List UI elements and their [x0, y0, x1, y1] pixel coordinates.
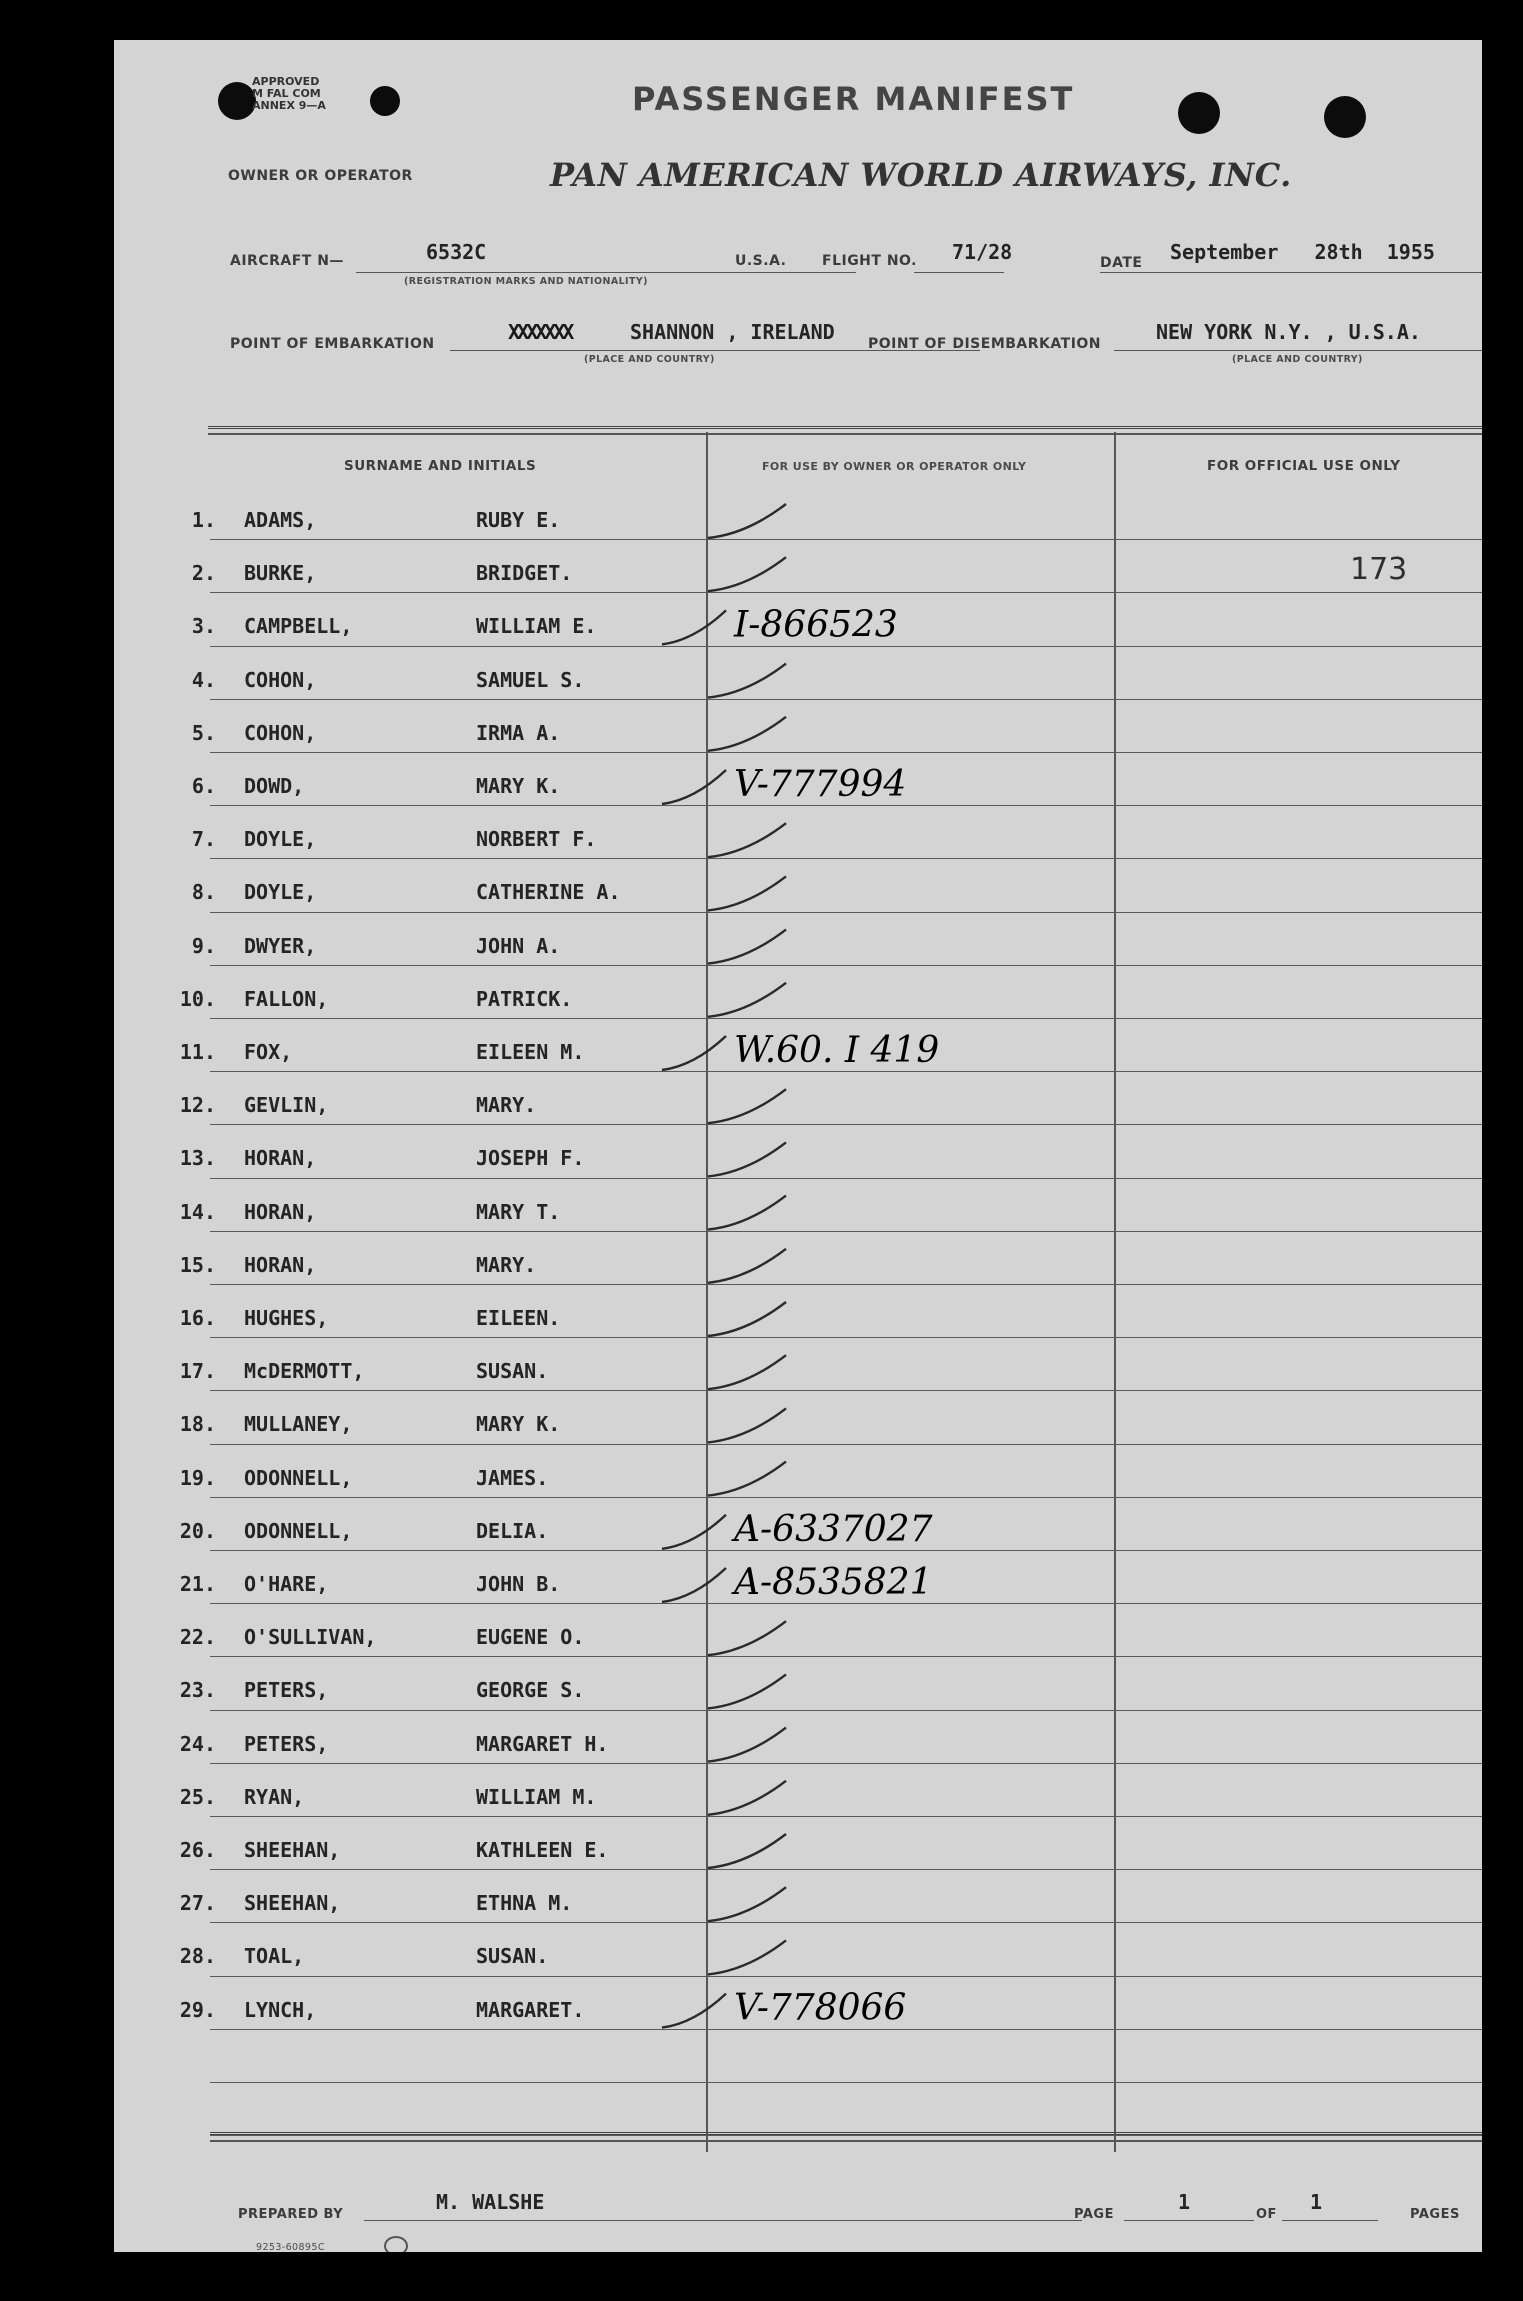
page-number: 1: [1178, 2190, 1191, 2214]
embarkation-place-caption: (PLACE AND COUNTRY): [584, 354, 715, 365]
passenger-surname: PETERS,: [244, 1678, 329, 1703]
passenger-number: 29.: [179, 1997, 216, 2022]
passenger-surname: DOWD,: [244, 774, 305, 798]
passenger-number: 8.: [191, 880, 216, 905]
passenger-number: 2.: [191, 561, 216, 586]
column-header-surname: SURNAME AND INITIALS: [344, 458, 537, 474]
passenger-given-name: MARY K.: [476, 1412, 561, 1437]
check-mark: [708, 1249, 786, 1283]
passenger-number: 1.: [191, 508, 216, 532]
check-mark: [708, 1621, 786, 1655]
passenger-number: 25.: [179, 1784, 216, 1809]
passenger-given-name: SAMUEL S.: [476, 667, 585, 692]
passenger-number: 3.: [191, 614, 216, 639]
passenger-number: 19.: [179, 1465, 216, 1490]
passenger-surname: McDERMOTT,: [244, 1359, 365, 1384]
passenger-surname: RYAN,: [244, 1784, 305, 1809]
passenger-given-name: MARGARET H.: [476, 1731, 609, 1756]
check-mark: [662, 1568, 726, 1602]
passenger-surname: ADAMS,: [244, 508, 317, 532]
prepared-by-underline: [364, 2220, 1082, 2221]
check-mark: [708, 1887, 786, 1921]
passenger-number: 10.: [179, 986, 216, 1011]
passenger-number: 18.: [179, 1412, 216, 1437]
passenger-number: 4.: [191, 667, 216, 692]
approval-stamp-line: ANNEX 9—A: [252, 99, 326, 112]
passenger-surname: O'HARE,: [244, 1572, 329, 1596]
passenger-given-name: NORBERT F.: [476, 827, 597, 852]
check-mark: [662, 610, 726, 644]
passenger-given-name: KATHLEEN E.: [476, 1838, 609, 1862]
approval-stamp-line: M FAL COM: [252, 87, 321, 100]
handwritten-note: I-866523: [734, 604, 898, 646]
passenger-number: 26.: [179, 1838, 216, 1862]
passenger-surname: PETERS,: [244, 1731, 329, 1756]
page-label: PAGE: [1074, 2207, 1114, 2222]
passenger-surname: CAMPBELL,: [244, 614, 353, 639]
passenger-given-name: JAMES.: [476, 1465, 549, 1490]
passenger-given-name: SUSAN.: [476, 1944, 549, 1969]
check-mark: [708, 1302, 786, 1336]
check-mark: [708, 1462, 786, 1496]
passenger-given-name: RUBY E.: [476, 508, 561, 532]
handwritten-note: A-8535821: [734, 1562, 933, 1603]
prepared-by-label: PREPARED BY: [238, 2207, 344, 2222]
passenger-surname: HORAN,: [244, 1146, 317, 1171]
pages-label: PAGES: [1410, 2207, 1460, 2222]
passenger-number: 13.: [179, 1146, 216, 1171]
passenger-surname: HORAN,: [244, 1199, 317, 1224]
aircraft-label: AIRCRAFT N—: [230, 253, 344, 269]
form-number: 9253-60895C: [256, 2242, 325, 2252]
check-mark: [708, 1781, 786, 1815]
passenger-given-name: WILLIAM E.: [476, 614, 597, 639]
passenger-surname: ODONNELL,: [244, 1518, 353, 1543]
form-title: PASSENGER MANIFEST: [632, 80, 1075, 118]
union-bug-icon: [384, 2236, 408, 2252]
passenger-number: 9.: [191, 933, 216, 958]
passenger-given-name: ETHNA M.: [476, 1891, 573, 1916]
embarkation-value: SHANNON , IRELAND: [630, 320, 835, 344]
passenger-given-name: SUSAN.: [476, 1359, 549, 1384]
passenger-given-name: GEORGE S.: [476, 1678, 585, 1703]
passenger-number: 23.: [179, 1678, 216, 1703]
embarkation-struck-text: XXXXXXX: [508, 320, 572, 344]
check-mark: [708, 1674, 786, 1708]
passenger-number: 12.: [179, 1093, 216, 1118]
passenger-number: 14.: [179, 1199, 216, 1224]
check-mark: [708, 1142, 786, 1176]
aircraft-registration: 6532C: [426, 240, 487, 264]
passenger-number: 21.: [179, 1572, 216, 1596]
check-mark: [708, 1089, 786, 1123]
prepared-by-name: M. WALSHE: [436, 2190, 545, 2214]
passenger-surname: ODONNELL,: [244, 1465, 353, 1490]
flight-number: 71/28: [952, 240, 1013, 264]
passenger-given-name: MARY K.: [476, 774, 561, 798]
handwritten-note: W.60. I 419: [734, 1030, 940, 1071]
passenger-number: 15.: [179, 1252, 216, 1277]
check-mark: [708, 823, 786, 857]
check-mark: [708, 1196, 786, 1230]
passenger-given-name: MARY.: [476, 1252, 537, 1277]
passenger-given-name: BRIDGET.: [476, 561, 573, 586]
airline-name: PAN AMERICAN WORLD AIRWAYS, INC.: [550, 156, 1292, 194]
passenger-number: 11.: [179, 1040, 216, 1064]
check-mark: [708, 876, 786, 910]
check-marks-layer: [114, 40, 1482, 2252]
passenger-number: 22.: [179, 1625, 216, 1650]
passenger-given-name: CATHERINE A.: [476, 880, 621, 905]
passenger-given-name: JOHN A.: [476, 933, 561, 958]
passenger-surname: O'SULLIVAN,: [244, 1625, 377, 1650]
table-bottom-rule-2: [210, 2140, 1482, 2142]
passenger-given-name: EUGENE O.: [476, 1625, 585, 1650]
date-label: DATE: [1100, 255, 1143, 271]
column-header-owner: FOR USE BY OWNER OR OPERATOR ONLY: [762, 460, 1027, 473]
registration-caption: (REGISTRATION MARKS AND NATIONALITY): [404, 276, 648, 287]
passenger-number: 17.: [179, 1359, 216, 1384]
manifest-sheet: [114, 40, 1482, 2252]
passenger-surname: SHEEHAN,: [244, 1838, 341, 1862]
check-mark: [662, 770, 726, 804]
passenger-given-name: IRMA A.: [476, 720, 561, 745]
passenger-surname: FALLON,: [244, 986, 329, 1011]
passenger-number: 5.: [191, 720, 216, 745]
check-mark: [708, 1834, 786, 1868]
passenger-number: 6.: [191, 774, 216, 798]
page-underline: [1124, 2220, 1254, 2221]
passenger-surname: DOYLE,: [244, 880, 317, 905]
passenger-number: 20.: [179, 1518, 216, 1543]
passenger-number: 28.: [179, 1944, 216, 1969]
passenger-number: 27.: [179, 1891, 216, 1916]
check-mark: [662, 1515, 726, 1549]
check-mark: [708, 1408, 786, 1442]
check-mark: [662, 1036, 726, 1070]
check-mark: [708, 983, 786, 1017]
passenger-given-name: MARGARET.: [476, 1997, 585, 2022]
check-mark: [662, 1994, 726, 2028]
handwritten-note: V-777994: [734, 764, 907, 805]
check-mark: [708, 930, 786, 964]
passenger-surname: HUGHES,: [244, 1306, 329, 1330]
disembarkation-label: POINT OF DISEMBARKATION: [868, 336, 1102, 352]
passenger-surname: MULLANEY,: [244, 1412, 353, 1437]
disembarkation-place-caption: (PLACE AND COUNTRY): [1232, 354, 1363, 365]
disembarkation-value: NEW YORK N.Y. , U.S.A.: [1156, 320, 1421, 344]
handwritten-note: V-778066: [734, 1987, 907, 2029]
passenger-given-name: DELIA.: [476, 1518, 549, 1543]
passenger-surname: LYNCH,: [244, 1997, 317, 2022]
usa-label: U.S.A.: [735, 253, 787, 269]
passenger-number: 7.: [191, 827, 216, 852]
passenger-given-name: WILLIAM M.: [476, 1784, 597, 1809]
embarkation-label: POINT OF EMBARKATION: [230, 336, 435, 352]
passenger-given-name: MARY T.: [476, 1199, 561, 1224]
check-mark: [708, 717, 786, 751]
pages-underline: [1282, 2220, 1378, 2221]
check-mark: [708, 1728, 786, 1762]
official-note: 173: [1350, 552, 1408, 587]
passenger-surname: BURKE,: [244, 561, 317, 586]
passenger-given-name: PATRICK.: [476, 986, 573, 1011]
check-mark: [708, 504, 786, 538]
handwritten-note: A-6337027: [734, 1508, 933, 1550]
of-label: OF: [1256, 2207, 1277, 2222]
passenger-surname: HORAN,: [244, 1252, 317, 1277]
flight-label: FLIGHT NO.: [822, 253, 917, 269]
passenger-given-name: JOHN B.: [476, 1572, 561, 1596]
passenger-given-name: EILEEN M.: [476, 1040, 585, 1064]
passenger-surname: DWYER,: [244, 933, 317, 958]
column-header-official: FOR OFFICIAL USE ONLY: [1207, 458, 1401, 474]
passenger-surname: DOYLE,: [244, 827, 317, 852]
passenger-surname: COHON,: [244, 667, 317, 692]
table-bottom-rule: [210, 2132, 1482, 2135]
passenger-given-name: JOSEPH F.: [476, 1146, 585, 1171]
passenger-number: 16.: [179, 1306, 216, 1330]
check-mark: [708, 557, 786, 591]
owner-label: OWNER OR OPERATOR: [228, 168, 413, 184]
check-mark: [708, 664, 786, 698]
passenger-surname: GEVLIN,: [244, 1093, 329, 1118]
check-mark: [708, 1355, 786, 1389]
check-mark: [708, 1940, 786, 1974]
passenger-surname: FOX,: [244, 1040, 293, 1064]
passenger-surname: SHEEHAN,: [244, 1891, 341, 1916]
passenger-given-name: MARY.: [476, 1093, 537, 1118]
approval-stamp-line: APPROVED: [252, 75, 320, 88]
flight-date: September 28th 1955: [1170, 240, 1435, 264]
passenger-surname: TOAL,: [244, 1944, 305, 1969]
passenger-number: 24.: [179, 1731, 216, 1756]
passenger-surname: COHON,: [244, 720, 317, 745]
passenger-given-name: EILEEN.: [476, 1306, 561, 1330]
page-total: 1: [1310, 2190, 1323, 2214]
